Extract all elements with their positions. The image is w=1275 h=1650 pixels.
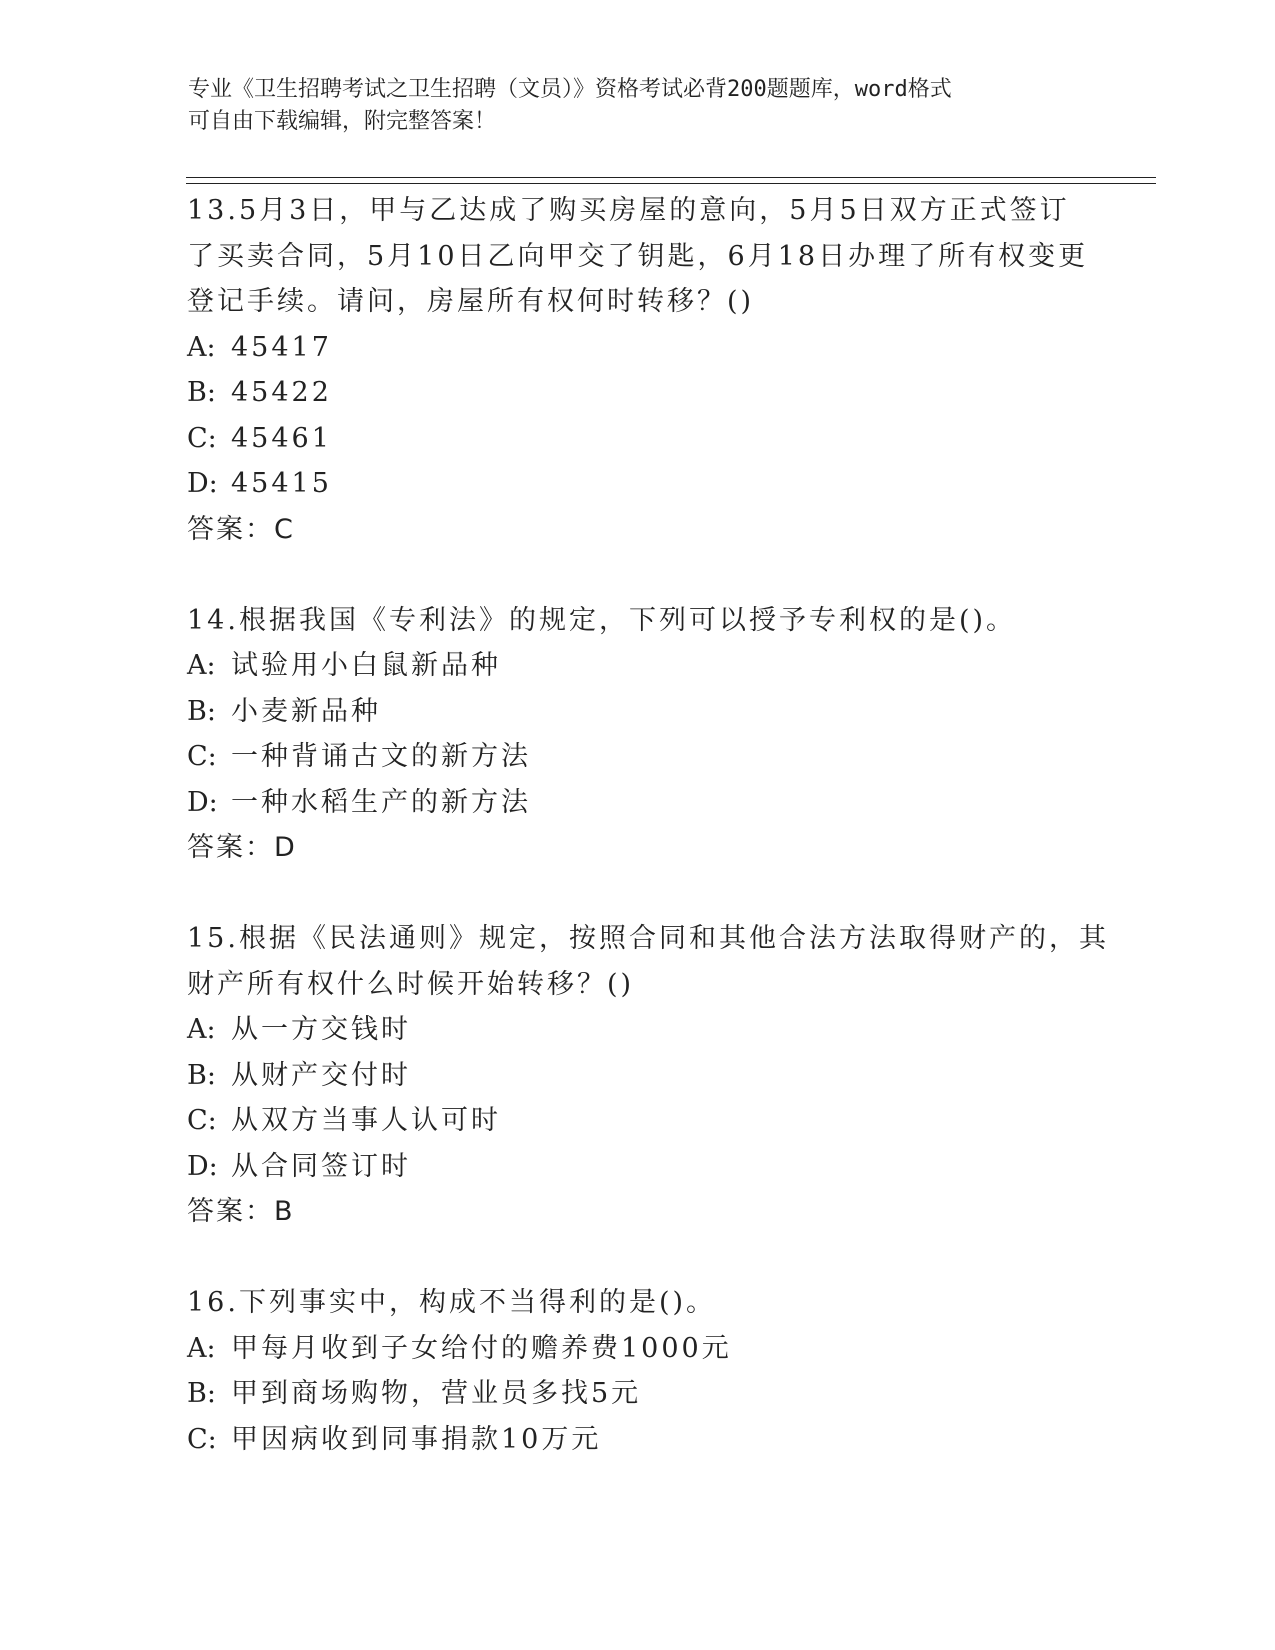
- option-d: [187, 1144, 1087, 1190]
- answer-label: 答案：: [187, 513, 274, 545]
- header-line-2: 可自由下载编辑，附完整答案！: [188, 109, 497, 134]
- option-a: [187, 643, 1087, 689]
- option-a: [187, 1007, 1087, 1053]
- option-c: [187, 1098, 1087, 1144]
- document-header: [188, 74, 1088, 138]
- option-text: 甲每月收到子女给付的赡养费1000元: [231, 1332, 732, 1364]
- option-key: B:: [187, 377, 216, 408]
- question-text-line: 了买卖合同，5月10日乙向甲交了钥匙，6月18日办理了所有权变更: [187, 240, 1089, 272]
- option-a: [187, 325, 1087, 371]
- option-text: 一种水稻生产的新方法: [231, 786, 531, 818]
- answer-value: D: [274, 832, 295, 863]
- answer-label: 答案：: [187, 1196, 274, 1227]
- option-c: [187, 416, 1087, 462]
- question-text-line: 14.根据我国《专利法》的规定，下列可以授予专利权的是()。: [187, 604, 1017, 636]
- option-key: C:: [187, 1423, 217, 1455]
- option-text: 甲到商场购物，营业员多找5元: [231, 1378, 642, 1409]
- answer-line: [187, 507, 1087, 553]
- option-text: 从合同签订时: [231, 1150, 411, 1182]
- option-c: [187, 734, 1087, 780]
- option-text: 45461: [231, 422, 332, 454]
- option-key: A:: [187, 1014, 216, 1045]
- option-text: 从双方当事人认可时: [231, 1105, 501, 1136]
- question-text-line: 16.下列事实中，构成不当得利的是()。: [187, 1287, 717, 1318]
- option-key: C:: [187, 1105, 217, 1136]
- question-16: [187, 1280, 1087, 1462]
- option-key: D:: [187, 1150, 218, 1182]
- answer-line: [187, 1189, 1087, 1235]
- option-text: 45417: [231, 331, 332, 363]
- question-spacer: [187, 552, 1087, 598]
- option-text: 试验用小白鼠新品种: [231, 650, 501, 681]
- option-text: 甲因病收到同事捐款10万元: [231, 1423, 602, 1455]
- option-key: B:: [187, 695, 216, 727]
- option-key: D:: [187, 786, 218, 818]
- question-list: [187, 188, 1109, 1462]
- question-text-line: 15.根据《民法通则》规定，按照合同和其他合法方法取得财产的，其: [187, 923, 1109, 954]
- question-text-line: 财产所有权什么时候开始转移？(): [187, 968, 635, 1000]
- option-key: B:: [187, 1378, 216, 1409]
- option-key: B:: [187, 1059, 216, 1091]
- option-key: A:: [187, 331, 216, 363]
- answer-label: 答案：: [187, 832, 274, 863]
- header-divider-bottom: [186, 183, 1156, 184]
- answer-value: B: [274, 1196, 293, 1227]
- option-text: 小麦新品种: [231, 695, 381, 727]
- option-text: 45415: [231, 468, 332, 499]
- option-text: 从财产交付时: [231, 1059, 411, 1091]
- answer-value: C: [274, 513, 293, 545]
- option-b: [187, 689, 1087, 735]
- option-key: A:: [187, 1332, 216, 1364]
- question-15: [187, 916, 1109, 1235]
- answer-line: [187, 825, 1087, 871]
- question-14: [187, 598, 1087, 871]
- question-spacer: [187, 1235, 1087, 1281]
- option-b: [187, 1371, 1087, 1417]
- option-b: [187, 370, 1087, 416]
- option-key: C:: [187, 422, 217, 454]
- question-text-line: 登记手续。请问，房屋所有权何时转移？(): [187, 286, 755, 317]
- header-line-1: 专业《卫生招聘考试之卫生招聘（文员）》资格考试必背200题题库，word格式: [188, 77, 952, 102]
- option-key: D:: [187, 468, 218, 499]
- header-divider-top: [186, 177, 1156, 178]
- option-b: [187, 1053, 1087, 1099]
- option-key: C:: [187, 741, 217, 772]
- option-a: [187, 1326, 1087, 1372]
- option-key: A:: [187, 650, 216, 681]
- question-spacer: [187, 871, 1087, 917]
- option-d: [187, 461, 1087, 507]
- option-text: 一种背诵古文的新方法: [231, 741, 531, 772]
- question-13: [187, 188, 1087, 552]
- option-text: 从一方交钱时: [231, 1014, 411, 1045]
- option-c: [187, 1417, 1087, 1463]
- option-d: [187, 780, 1087, 826]
- question-text-line: 13.5月3日，甲与乙达成了购买房屋的意向，5月5日双方正式签订: [187, 195, 1070, 226]
- option-text: 45422: [231, 377, 332, 408]
